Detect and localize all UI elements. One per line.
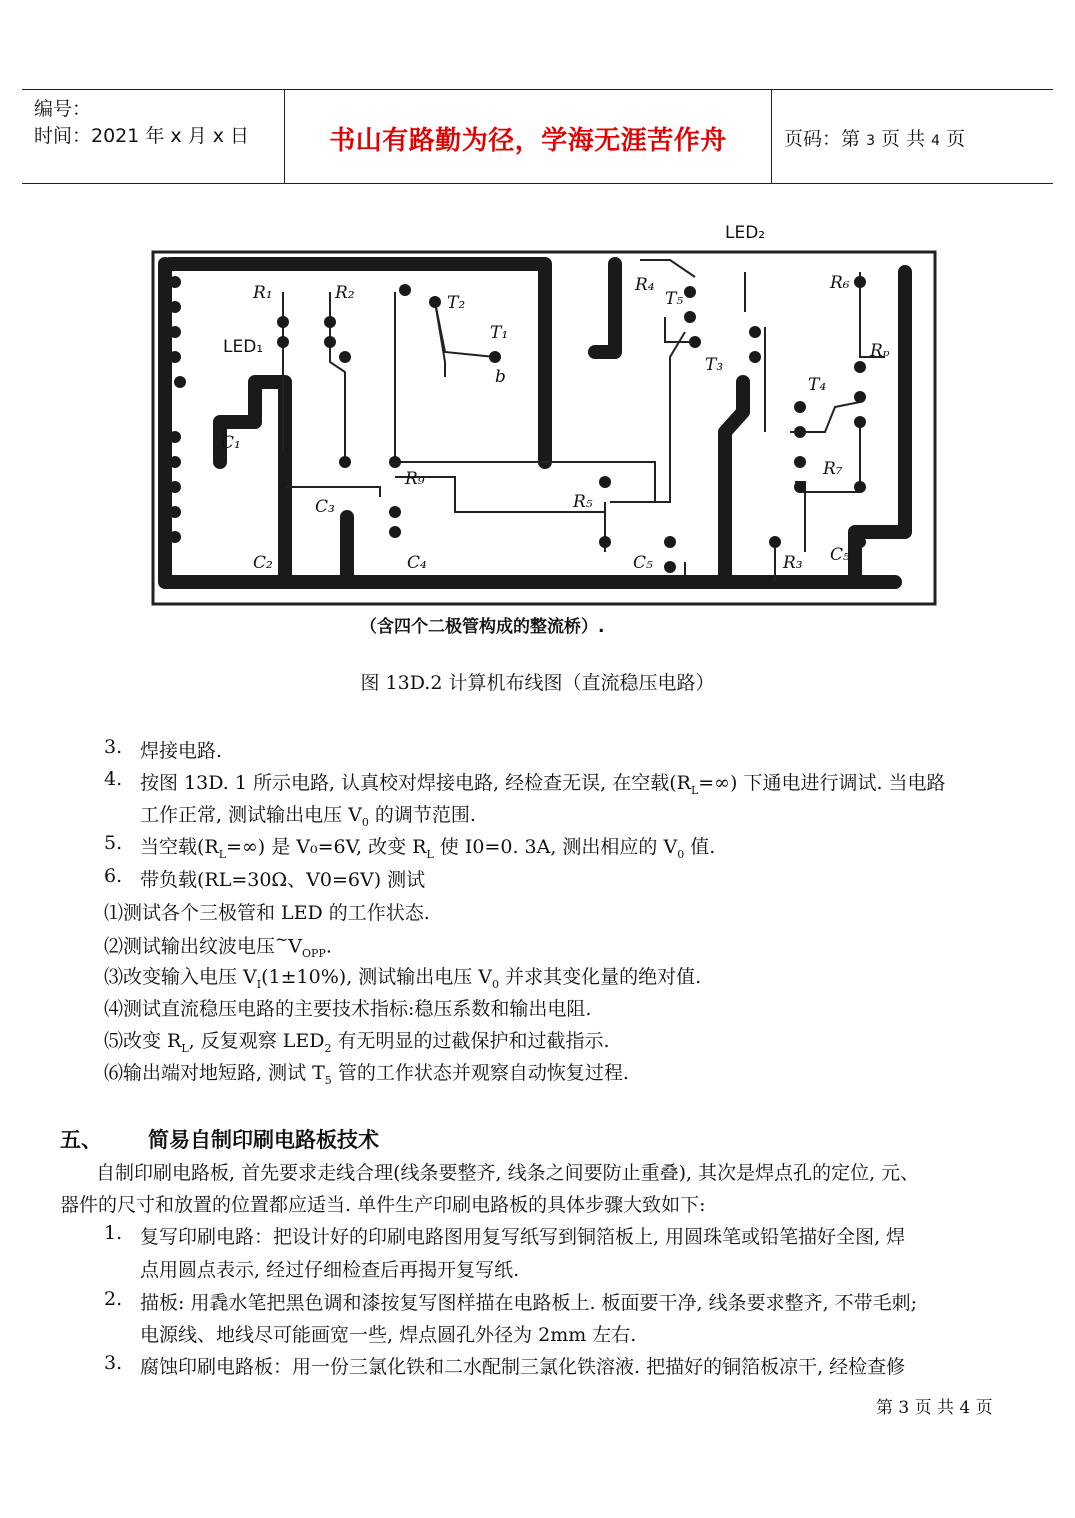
header-page-cell (772, 90, 1053, 183)
label-b: b (495, 367, 506, 387)
page-end-label: 页 (946, 128, 966, 150)
label-c5a: C₅ (633, 553, 653, 573)
header-info-cell (22, 90, 285, 183)
subitem-text: ⑸改变 $R_L$, 反复观察 $LED_2$ 有无明显的过截保护和过截指示. (104, 1030, 610, 1055)
right-block (595, 264, 615, 352)
number-label: 编号： (34, 98, 92, 120)
step-number: 2. (104, 1288, 123, 1310)
page-current: 3 (866, 133, 875, 149)
section-intro-line1: 自制印刷电路板, 首先要求走线合理(线条要整齐, 线条之间要防止重叠), 其次是焊点孔的定位, 元、 (96, 1162, 920, 1184)
item-number: 6. (104, 865, 123, 887)
label-rp: Rₚ (870, 341, 890, 361)
item-text-continued: 工作正常, 测试输出电压 $V_0$ 的调节范围. (140, 804, 476, 829)
page-total: 4 (931, 133, 941, 149)
thick-traces (165, 264, 905, 582)
label-c1: C₁ (221, 433, 241, 453)
item-number: 3. (104, 736, 123, 758)
figure-caption: 图 13D.2 计算机布线图（直流稳压电路） (360, 672, 715, 694)
time-label: 时间：2021 年 x 月 x 日 (34, 125, 250, 147)
motto-text: 书山有路勤为径，学海无涯苦作舟 (329, 126, 727, 156)
header-motto-cell (285, 90, 772, 183)
label-led1: LED₁ (223, 337, 264, 357)
section-heading (60, 1124, 379, 1154)
step-text: 腐蚀印刷电路板：用一份三氯化铁和二水配制三氯化铁溶液. 把描好的铜箔板凉干, 经检查修 (140, 1356, 906, 1378)
step-text-continued: 点用圆点表示, 经过仔细检查后再揭开复写纸. (140, 1259, 520, 1281)
item-text: 带负载(RL=30Ω、V0=6V) 测试 (140, 869, 426, 891)
item-text: 当空载$(R_L=\infty)$ 是 V₀=6V, 改变 $R_L$ 使 I0=0. 3A, 测出相应的 $V_0$ 值. (140, 836, 716, 861)
header-table (22, 89, 1053, 184)
subitem-text: ⑶改变输入电压 $V_I(1\pm 10\%)$, 测试输出电压 $V_0$ 并求其变化量的绝对值. (104, 966, 702, 991)
subitem-text: ⑴测试各个三极管和 LED 的工作状态. (104, 902, 430, 924)
page-mid-label: 页 共 (881, 128, 926, 150)
component-labels (221, 223, 890, 573)
label-r1: R₁ (253, 283, 273, 303)
page-label: 页码：第 (784, 128, 861, 150)
pcb-layout-figure (125, 212, 945, 652)
label-c4: C₄ (407, 553, 427, 573)
page-footer: 第 3 页 共 4 页 (876, 1398, 993, 1418)
step-text-continued: 电源线、地线尽可能画宽一些, 焊点圆孔外径为 2mm 左右. (140, 1324, 637, 1346)
solder-pads (169, 276, 866, 573)
page-info (784, 124, 965, 151)
mid-thick-1 (220, 382, 285, 582)
step-text: 描板: 用毳水笔把黑色调和漆按复写图样描在电路板上. 板面要干净, 线条要求整齐, 不带毛刺; (140, 1292, 918, 1314)
label-led2-top: LED₂ (725, 223, 766, 243)
item-text: 焊接电路. (140, 740, 223, 762)
step-number: 3. (104, 1352, 123, 1374)
label-r5: R₅ (573, 492, 593, 512)
label-c2: C₂ (253, 553, 273, 573)
label-t2: T₂ (447, 293, 466, 313)
item-text: 按图 13D. 1 所示电路, 认真校对焊接电路, 经检查无误, 在空载$(R_L=\infty)$ 下通电进行调试. 当电路 (140, 772, 946, 797)
label-t1: T₁ (490, 323, 509, 343)
section-intro-line2: 器件的尺寸和放置的位置都应适当. 单件生产印刷电路板的具体步骤大致如下: (60, 1194, 706, 1216)
subitem-text: ⑹输出端对地短路, 测试 $T_5$ 管的工作状态并观察自动恢复过程. (104, 1062, 629, 1087)
section-number: 五、 (60, 1128, 102, 1152)
label-r2: R₂ (335, 283, 355, 303)
left-rail (165, 264, 895, 582)
label-c5b: C₅ (830, 545, 850, 565)
step-text: 复写印刷电路：把设计好的印刷电路图用复写纸写到铜箔板上, 用圆珠笔或铅笔描好全图, 焊 (140, 1226, 906, 1248)
label-r9: R₉ (405, 469, 425, 489)
label-c3: C₃ (315, 497, 335, 517)
thin-traces (283, 260, 885, 582)
item-number: 5. (104, 832, 123, 854)
section-title: 简易自制印刷电路板技术 (148, 1128, 379, 1152)
item-number: 4. (104, 768, 123, 790)
label-t4: T₄ (808, 375, 827, 395)
figure-note: （含四个二极管构成的整流桥）. (360, 617, 605, 637)
subitem-text: ⑷测试直流稳压电路的主要技术指标:稳压系数和输出电阻. (104, 998, 592, 1020)
label-r3: R₃ (783, 553, 803, 573)
t3-block (725, 382, 743, 582)
label-r4: R₄ (635, 275, 655, 295)
label-t5: T₅ (665, 289, 684, 309)
step-number: 1. (104, 1222, 123, 1244)
subitem-text: ⑵测试输出纹波电压$^\sim V_{OPP}$. (104, 930, 332, 961)
label-r7: R₇ (823, 459, 843, 479)
label-r6: R₆ (830, 273, 850, 293)
label-t3: T₃ (705, 355, 724, 375)
